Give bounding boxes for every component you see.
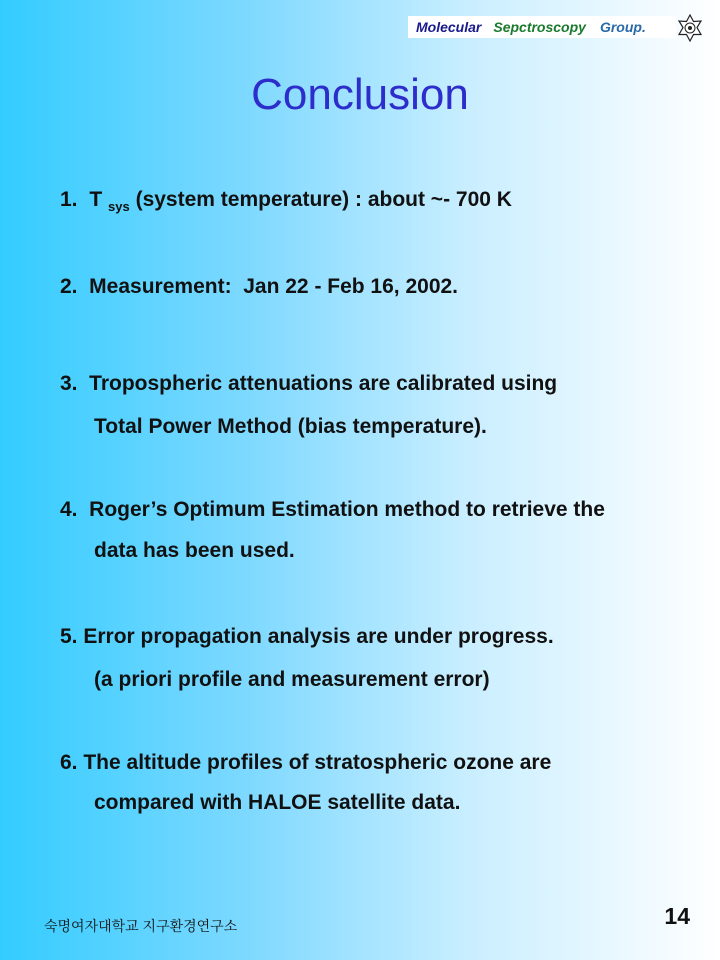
item-text: 3. Tropospheric attenuations are calibrated using [60, 372, 558, 395]
group-banner [408, 16, 676, 38]
university-seal-icon [676, 14, 704, 42]
item-number: 1. [60, 188, 78, 211]
item-text-continued: data has been used. [94, 539, 295, 562]
conclusion-item-5 [60, 615, 554, 701]
item-text: 6. The altitude profiles of stratospheric ozone are [60, 751, 552, 774]
banner-word-spectroscopy: Sepctroscopy [493, 19, 586, 35]
conclusion-item-1 [60, 188, 512, 214]
conclusion-item-6 [60, 743, 551, 823]
banner-word-molecular: Molecular [416, 19, 482, 35]
item-text: 4. Roger’s Optimum Estimation method to retrieve the [60, 498, 605, 521]
item-text-continued: Total Power Method (bias temperature). [94, 415, 487, 438]
item-lead: T [89, 188, 103, 211]
item-text-continued: (a priori profile and measurement error) [94, 668, 490, 691]
conclusion-item-3 [60, 362, 557, 448]
item-subscript: sys [108, 199, 130, 214]
page-number: 14 [664, 903, 690, 929]
item-text: 2. Measurement: Jan 22 - Feb 16, 2002. [60, 275, 459, 298]
conclusion-item-4 [60, 489, 605, 571]
item-text: (system temperature) : about ~- 700 K [135, 188, 512, 211]
slide-title: Conclusion [251, 70, 469, 119]
item-text-continued: compared with HALOE satellite data. [94, 791, 461, 814]
footer-institution: 숙명여자대학교 지구환경연구소 [44, 918, 238, 934]
banner-word-group: Group. [599, 19, 646, 35]
item-text: 5. Error propagation analysis are under progress. [60, 625, 554, 648]
conclusion-item-2 [60, 275, 458, 299]
